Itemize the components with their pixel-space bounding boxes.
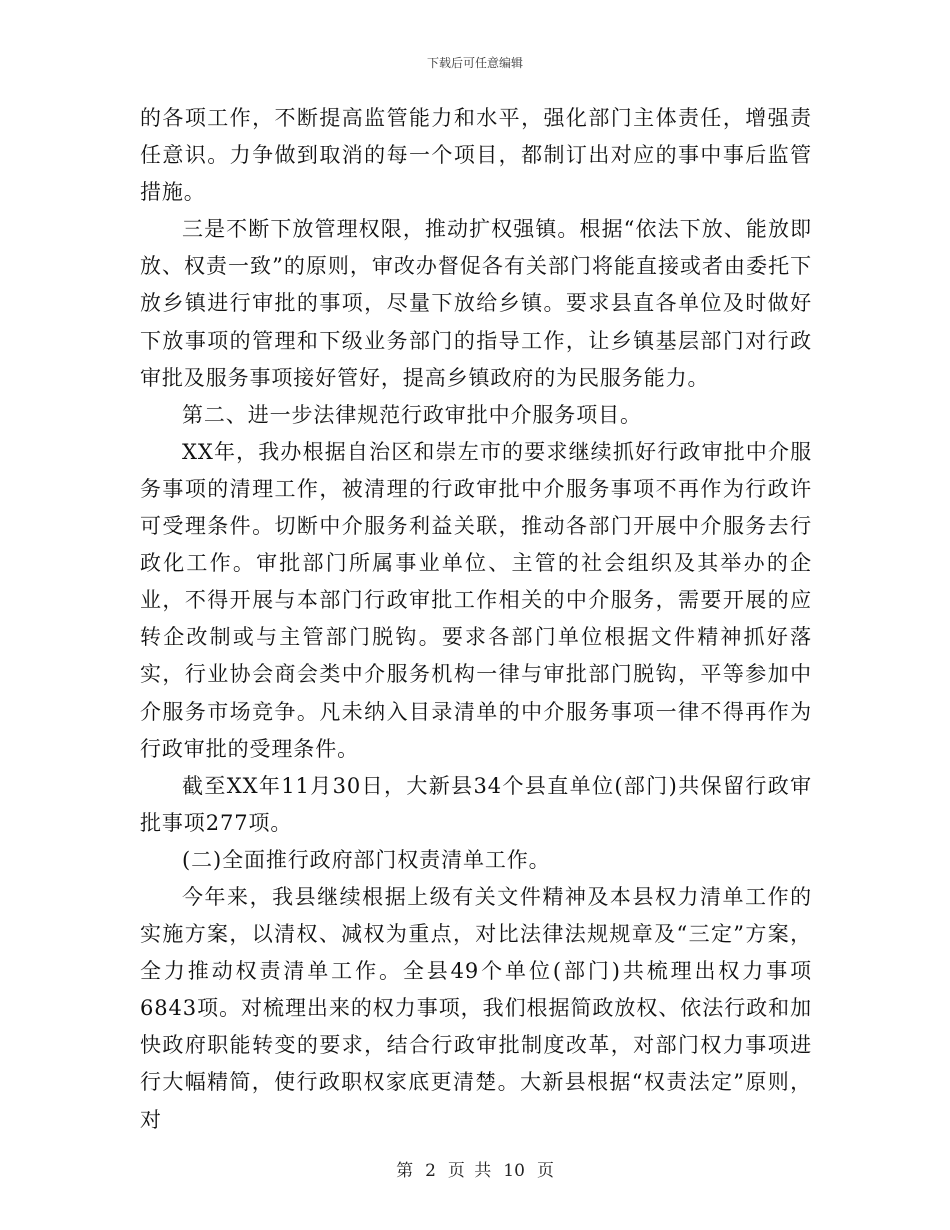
paragraph: XX年，我办根据自治区和崇左市的要求继续抓好行政审批中介服务事项的清理工作，被清理的行政审批中介服务事项不再作为行政许可受理条件。切断中介服务利益关联，推动各部门开展中介服务去行政化工作。审批部门所属事业单位、主管的社会组织及其举办的企业，不得开展与本部门行政审批工作相关的中介服务，需要开展的应转企改制或与主管部门脱钩。要求各部门单位根据文件精神抓好落实，行业协会商会类中介服务机构一律与审批部门脱钩，平等参加中介服务市场竞争。凡未纳入目录清单的中介服务事项一律不得再作为行政审批的受理条件。 [140,439,812,761]
paragraph: 今年来，我县继续根据上级有关文件精神及本县权力清单工作的实施方案，以清权、减权为重点，对比法律法规规章及“三定”方案，全力推动权责清单工作。全县49个单位(部门)共梳理出权力事项6843项。对梳理出来的权力事项，我们根据简政放权、依法行政和加快政府职能转变的要求，结合行政审批制度改革，对部门权力事项进行大幅精简，使行政职权家底更清楚。大新县根据“权责法定”原则，对 [140,884,812,1132]
page-footer [0,1156,950,1181]
page-label-prefix: 第 [396,1161,414,1181]
page-label-suffix: 页 [536,1161,554,1181]
paragraph: 三是不断下放管理权限，推动扩权强镇。根据“依法下放、能放即放、权责一致”的原则，审改办督促各有关部门将能直接或者由委托下放乡镇进行审批的事项，尽量下放给乡镇。要求县直各单位及时做好下放事项的管理和下级业务部门的指导工作，让乡镇基层部门对行政审批及服务事项接好管好，提高乡镇政府的为民服务能力。 [140,217,812,390]
page-current: 2 [425,1161,436,1181]
document-body [140,100,812,1139]
page-label-middle: 页 共 [447,1161,492,1181]
paragraph: 的各项工作，不断提高监管能力和水平，强化部门主体责任，增强责任意识。力争做到取消的每一个项目，都制订出对应的事中事后监管措施。 [140,106,812,205]
page-header: 下载后可任意编辑 [426,56,523,70]
section-heading: 第二、进一步法律规范行政审批中介服务项目。 [182,402,642,427]
section-heading: (二)全面推行政府部门权责清单工作。 [182,847,551,872]
paragraph: 截至XX年11月30日，大新县34个县直单位(部门)共保留行政审批事项277项。 [140,773,812,835]
page-total: 10 [503,1161,525,1181]
